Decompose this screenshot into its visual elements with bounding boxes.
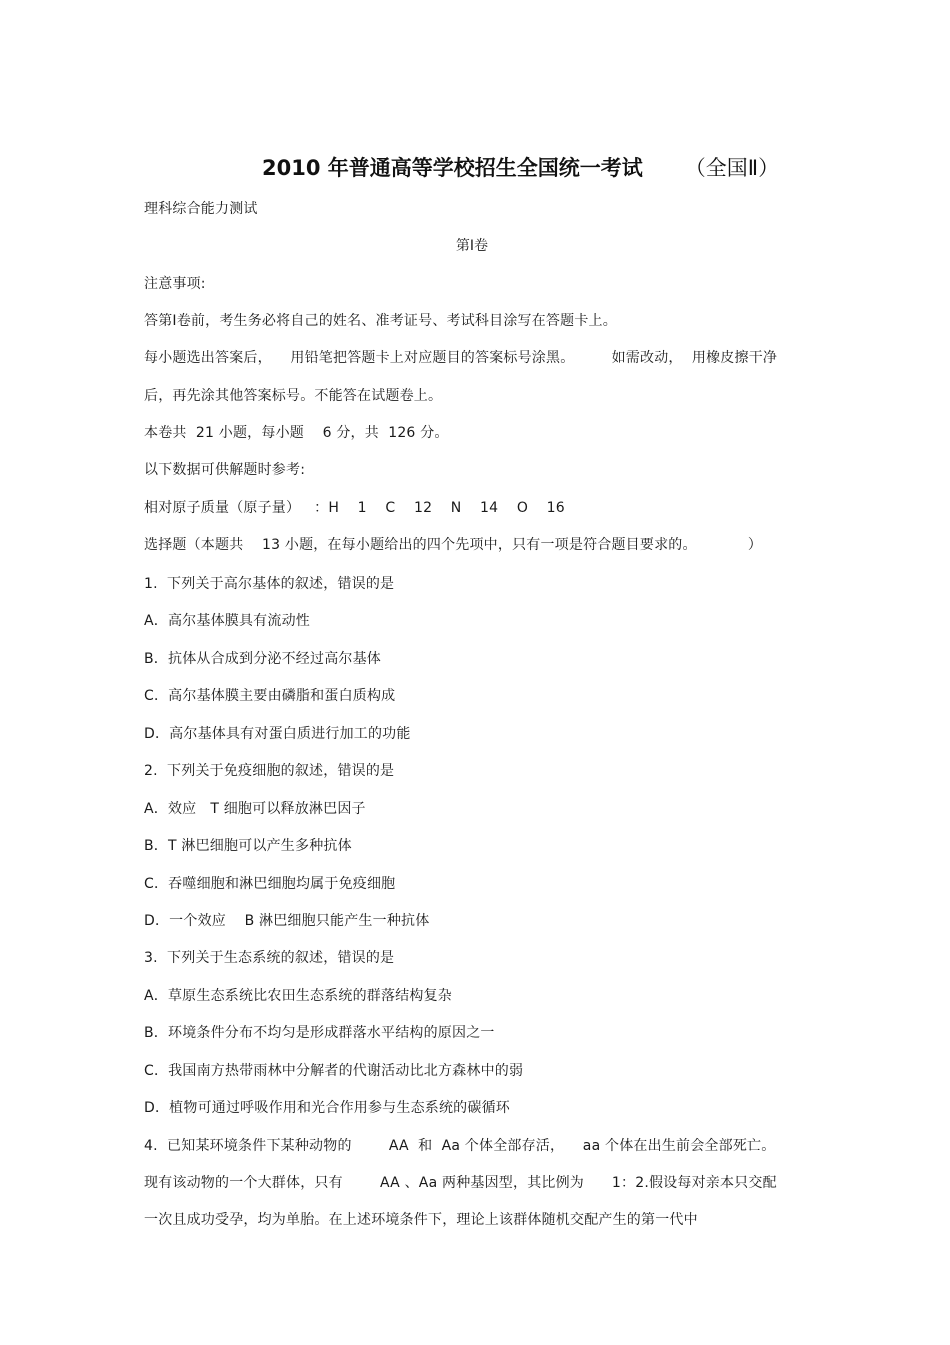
question-2-option-a: A．效应 T 细胞可以释放淋巴因子 <box>144 801 366 817</box>
question-1-option-a: A．高尔基体膜具有流动性 <box>144 613 310 629</box>
question-2-stem: 2. 下列关于免疫细胞的叙述，错误的是 <box>144 763 395 779</box>
notes-item-2-line-1: 每小题选出答案后， 用铅笔把答题卡上对应题目的答案标号涂黑。 如需改动， 用橡皮擦干净 <box>144 350 778 366</box>
question-2-option-b: B．T 淋巴细胞可以产生多种抗体 <box>144 838 352 854</box>
notes-item-2-line-2: 后，再先涂其他答案标号。不能答在试题卷上。 <box>144 388 443 404</box>
question-1-stem: 1. 下列关于高尔基体的叙述，错误的是 <box>144 576 395 592</box>
exam-title-region: （全国Ⅱ） <box>684 156 780 180</box>
notes-item-1: 答第Ⅰ卷前，考生务必将自己的姓名、准考证号、考试科目涂写在答题卡上。 <box>144 313 617 329</box>
question-1-option-b: B．抗体从合成到分泌不经过高尔基体 <box>144 651 382 667</box>
exam-title-main: 2010 年普通高等学校招生全国统一考试 <box>262 156 643 180</box>
question-4-stem-line-1: 4. 已知某环境条件下某种动物的 AA 和 Aa 个体全部存活， aa 个体在出生前会全部死亡。 <box>144 1138 776 1154</box>
section-instruction: 选择题（本题共 13 小题，在每小题给出的四个先项中，只有一项是符合题目要求的。 ） <box>144 537 763 553</box>
notes-heading: 注意事项: <box>144 276 206 292</box>
atomic-mass-line: 相对原子质量（原子量） ：H 1 C 12 N 14 O 16 <box>144 500 565 516</box>
question-3-option-d: D．植物可通过呼吸作用和光合作用参与生态系统的碳循环 <box>144 1100 510 1116</box>
question-3-stem: 3. 下列关于生态系统的叙述，错误的是 <box>144 950 395 966</box>
volume-heading: 第Ⅰ卷 <box>455 238 489 254</box>
question-2-option-c: C．吞噬细胞和淋巴细胞均属于免疫细胞 <box>144 876 396 892</box>
notes-item-4: 以下数据可供解题时参考: <box>144 462 306 478</box>
question-3-option-b: B．环境条件分布不均匀是形成群落水平结构的原因之一 <box>144 1025 495 1041</box>
exam-title <box>262 154 779 182</box>
question-3-option-c: C．我国南方热带雨林中分解者的代谢活动比北方森林中的弱 <box>144 1063 524 1079</box>
question-2-option-d: D．一个效应 B 淋巴细胞只能产生一种抗体 <box>144 913 430 929</box>
question-1-option-d: D．高尔基体具有对蛋白质进行加工的功能 <box>144 726 411 742</box>
question-3-option-a: A．草原生态系统比农田生态系统的群落结构复杂 <box>144 988 452 1004</box>
question-1-option-c: C．高尔基体膜主要由磷脂和蛋白质构成 <box>144 688 396 704</box>
question-4-stem-line-2: 现有该动物的一个大群体，只有 AA 、Aa 两种基因型，其比例为 1：2.假设每对亲本只交配 <box>144 1175 777 1191</box>
question-4-stem-line-3: 一次且成功受孕，均为单胎。在上述环境条件下，理论上该群体随机交配产生的第一代中 <box>144 1212 698 1228</box>
exam-subtitle: 理科综合能力测试 <box>144 201 258 217</box>
notes-item-3: 本卷共 21 小题，每小题 6 分，共 126 分。 <box>144 425 449 441</box>
